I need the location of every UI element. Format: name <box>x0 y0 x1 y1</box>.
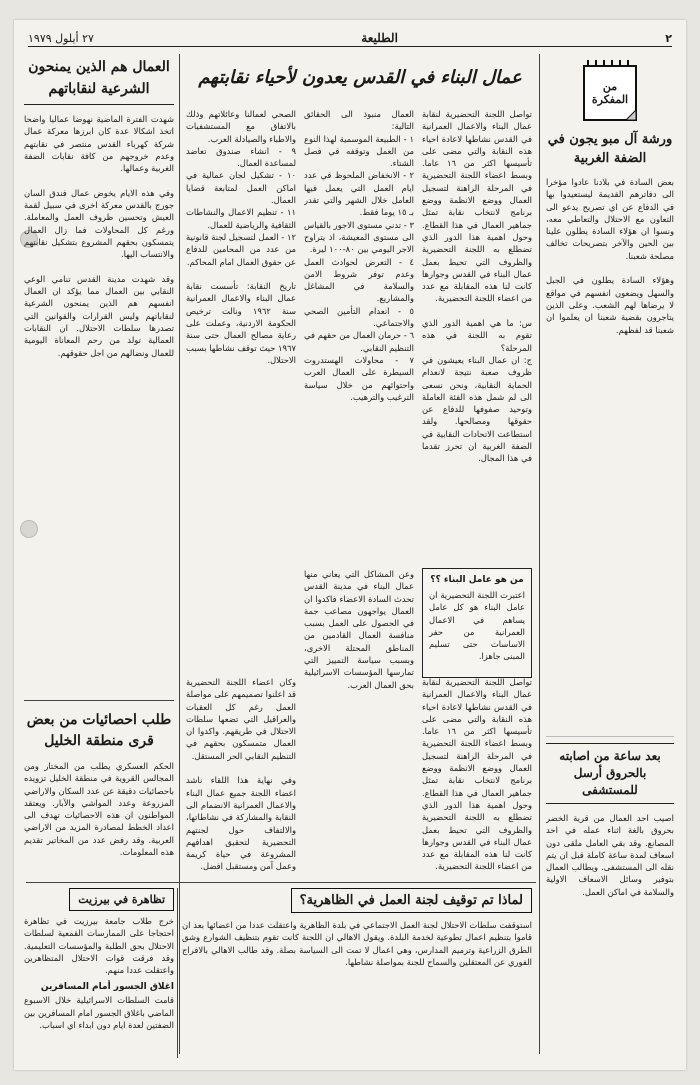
right-column <box>546 54 674 974</box>
birzeit-headline: تظاهرة في بيرزيت <box>69 888 174 911</box>
definition-box-title: من هو عامل البناء ؟؟ <box>430 575 524 585</box>
bridges-headline: اغلاق الجسور أمام المسافرين <box>40 982 174 993</box>
column-rule <box>177 888 178 1058</box>
left-headline: العمال هم الذين يمنحون الشرعية لنقاباتهم <box>24 56 174 105</box>
article-text-continued: تواصل اللجنة التحضيرية لنقابة عمال البناء والاعمال العمرانية في القدس نشاطها لاعادة احياء هذه النقابة والتي مضى على تأسيسها اكثر من ١٦ عاما. وبسط اعضاء اللجنة التحضيرية في المرحلة الراهنة لتسجيل العمال ووضع الانظمة ووضع برنامج لانتخاب نقابة تمثل جماهير العمال في هذا القطاع. وحول اهمية هذا الدور الذي تضطلع به اللجنة التحضيرية والظروف التي تحيط بعمل عمال البناء في القدس وجوارها كانت لنا هذه المقابلة مع عدد من اعضاء اللجنة التحضيرية. <box>422 677 532 872</box>
main-article-col-4 <box>186 676 296 876</box>
dhahiriya-headline: لماذا تم توقيف لجنة العمل في الظاهرية؟ <box>291 888 532 913</box>
page-number: ٢ <box>665 31 672 45</box>
main-headline-box <box>184 56 536 100</box>
left-article-body: شهدت الفترة الماضية نهوضا عماليا واضحا اتخذ اشكالا عدة كان ابرزها معركة عمال شركة كهرباء القدس منتصر في نقابتهم وعدم خروجهم من كافة نقابات الضفة الغربية وعمالها. وفي هذه الايام يخوض عمال فندق السان جورج بالقدس معركة اخرى في سبيل لقمة العيش وتحسين ظروف العمل والمعاملة. ورغم كل المحاولات فما زال العمال يتمسكون بحقهم المشروع بتشكيل نقابتهم والانتساب اليها. وقد شهدت مدينة القدس تنامي الوعي النقابي بين العمال مما يؤكد ان العمال انفسهم هم الذين يمنحون الشرعية لنقاباتهم وليس القرارات والقوانين التي تصدرها سلطات الاحتلال. ان النقابات العمالية تولد من رحم المعاناة اليومية للعمال ونضالهم من اجل حقوقهم. <box>24 114 174 358</box>
section-rule <box>24 700 174 701</box>
article-text: وعن المشاكل التي يعاني منها عمال البناء في مدينة القدس تحدث السادة الاعضاء فاكدوا ان العمال يواجهون مصاعب جمة في الحصول على العمل بسبب منافسة العمال القادمين من المناطق المحتلة الاخرى، وبسبب سياسة التمييز التي تمارسها المؤسسات الاسرائيلية بحق العمال العرب. <box>304 569 414 690</box>
stats-headline: طلب احصائيات من بعض قرى منطقة الخليل <box>26 712 172 749</box>
birzeit-body: خرج طلاب جامعة بيرزيت في تظاهرة احتجاجا على الممارسات القمعية لسلطات الاحتلال بحق الطلبة والمؤسسات التعليمية. وقد فرقت قوات الاحتلال المتظاهرين واعتقلت عددا منهم. <box>24 916 174 976</box>
bottom-story-dhahiriya <box>182 888 532 1058</box>
notebook-logo-text: من المفكرة <box>591 80 629 106</box>
main-article-col-2 <box>304 108 414 558</box>
column-rule <box>179 54 180 1054</box>
notebook-icon <box>578 58 642 124</box>
dhahiriya-body: استوقفت سلطات الاحتلال لجنة العمل الاجتماعي في بلدة الظاهرية واعتقلت عددا من اعضائها بعد ان قاموا بتنظيم اعمال تطوعية لخدمة البلدة. ويقول الاهالي ان اللجنة كانت تقوم بتنظيف الشوارع وشق الطرق الزراعية وترميم المدارس، وهي اعمال لا تمت الى السياسة بصلة. وقد طالب الاهالي بالافراج الفوري عن المعتقلين والسماح للجنة بمواصلة نشاطها. <box>182 920 532 967</box>
column-divider <box>546 736 674 737</box>
bridges-body: قامت السلطات الاسرائيلية خلال الاسبوع الماضي باغلاق الجسور امام المسافرين بين الضفتين لعدة ايام دون ابداء اي اسباب. <box>24 995 174 1031</box>
article-text: العمال منبوذ الى الحقائق التالية: ١ - الطبيعة الموسمية لهذا النوع من العمل وتوقفه في فصل الشتاء. ٢ - الانخفاض الملحوظ في عدد ايام العمل التي يعمل فيها العامل خلال الشهر والتي تقدر بـ ١٥ يوما فقط. ٣ - تدني مستوى الاجور بالقياس الى مستوى المعيشة، اذ يتراوح الاجر اليومي بين ٨٠-١٠٠ ليرة. ٤ - التعرض لحوادث العمل وعدم توفر شروط الامن والسلامة في المشاغل والمشاريع. ٥ - انعدام التأمين الصحي والاجتماعي. ٦ - حرمان العمال من حقهم في التنظيم النقابي. ٧ - محاولات الهستدروت السيطرة على العمال العرب واحتوائهم من خلال سياسة الترغيب والترهيب. <box>304 109 414 402</box>
burn-story-body: اصيب احد العمال من قرية الخضر بحروق بالغة اثناء عمله في احد المصانع. وقد بقي العامل ملقى دون اسعاف لمدة ساعة كاملة قبل ان يتم نقله الى المستشفى. ويطالب العمال بتوفير وسائل الاسعاف الاولية والسلامة في اماكن العمل. <box>546 813 674 897</box>
left-column-bottom <box>24 706 174 876</box>
main-article-col-5 <box>304 568 414 878</box>
masthead <box>28 30 672 47</box>
newspaper-page <box>14 20 686 1070</box>
definition-box <box>422 568 532 678</box>
column-rule <box>539 54 540 1054</box>
notebook-body: بعض السادة في بلادنا عادوا مؤخرا الى دفاترهم القديمة ليستعيدوا بها في الدفاع عن اي تصريح يدعو الى التعاون مع الاحتلال والتعاطي معه، ونسوا ان هؤلاء السادة يطلون علينا بين الحين والآخر بتصريحات تخالف مصلحة شعبنا. وهؤلاء السادة يطلون في الجبل والسهل ويضعون انفسهم في مواقع لا يرضاها لهم الشعب. وعلى الذين يتاجرون بقضية شعبنا ان يعلموا ان شعبنا قد لفظهم. <box>546 177 674 335</box>
section-rule <box>26 882 536 883</box>
article-text: الصحي لعمالنا وعائلاتهم وذلك بالاتفاق مع المستشفيات والاطباء والصيادلة العرب. ٩ - انشاء صندوق تعاضد لمساعدة العمال. ١٠ - تشكيل لجان عمالية في اماكن العمل لمتابعة قضايا العمال. ١١ - تنظيم الاعمال والنشاطات الثقافية والرياضية للعمال. ١٢ - العمل لتسجيل لجنة قانونية من عدد من المحامين للدفاع عن حقوق العمال امام المحاكم. تاريخ النقابة: تأسست نقابة عمال البناء والاعمال العمرانية سنة ١٩٦٢ ونالت ترخيص الحكومة الاردنية، وعملت على رعاية مصالح العمال حتى سنة ١٩٦٧ حيث توقف نشاطها بسبب الاحتلال. <box>186 109 296 365</box>
issue-date: ٢٧ أيلول ١٩٧٩ <box>28 31 94 45</box>
left-column-top <box>24 54 174 694</box>
article-text: تواصل اللجنة التحضيرية لنقابة عمال البناء والاعمال العمرانية في القدس نشاطها لاعادة احياء هذه النقابة والتي مضى على تأسيسها اكثر من ١٦ عاما. وبسط اعضاء اللجنة التحضيرية في المرحلة الراهنة لتسجيل العمال ووضع الانظمة ووضع برنامج لانتخاب نقابة تمثل جماهير العمال في هذا القطاع. وحول اهمية هذا الدور الذي تضطلع به اللجنة التحضيرية والظروف التي تحيط بعمل عمال البناء في القدس وجوارها كانت لنا هذه المقابلة مع عدد من اعضاء اللجنة التحضيرية. س: ما هي اهمية الدور الذي تقوم به اللجنة في هذه المرحلة؟ ج: ان عمال البناء يعيشون في ظروف صعبة نتيجة لانعدام الحماية النقابية، ونحن نسعى الى لم شمل هذه الفئة العاملة وتوحيد صفوفها للدفاع عن حقوقها ومصالحها. ولقد استطاعت الاتحادات النقابية في الضفة الغربية ان تحرز تقدما في هذا المجال. <box>422 109 532 464</box>
burn-story-headline: بعد ساعة من اصابته بالحروق أرسل للمستشفى <box>546 743 674 804</box>
bottom-story-left <box>24 888 174 1058</box>
definition-box-body: اعتبرت اللجنة التحضيرية ان عامل البناء هو كل عامل يساهم في الاعمال العمرانية من حفر الاساسات حتى تسليم المبنى جاهزا. <box>429 590 525 662</box>
main-article-col-1 <box>422 108 532 558</box>
main-headline: عمال البناء في القدس يعدون لأحياء نقابتهم <box>198 67 522 88</box>
main-article-col-6 <box>422 676 532 876</box>
publication-name: الطليعة <box>361 31 398 45</box>
main-article-col-3 <box>186 108 296 668</box>
stats-article-body: الحكم العسكري يطلب من المختار ومن المجالس القروية في منطقة الخليل تزويده باحصائيات دقيقة عن عدد السكان والاراضي المزروعة وعدد المواشي والآبار. ويعتقد المواطنون ان هذه الاحصائيات تهدف الى اعداد الخطط لمصادرة المزيد من الاراضي العربية. وقد رفض عدد من المخاتير تقديم هذه المعلومات. <box>24 761 174 858</box>
notebook-headline: ورشة آل مبو يجون في الضفة الغربية <box>547 132 673 166</box>
article-text: وكان اعضاء اللجنة التحضيرية قد اعلنوا تصميمهم على مواصلة العمل رغم كل العقبات والعراقيل التي تضعها سلطات الاحتلال في طريقهم. واكدوا ان العمال متمسكون بحقهم في التنظيم النقابي الحر المستقل. وفي نهاية هذا اللقاء ناشد اعضاء اللجنة جميع عمال البناء والاعمال العمرانية الانضمام الى النقابة والمشاركة في نشاطاتها، والالتفاف حول لجنتهم التحضيرية لتحقيق اهدافهم المشروعة في حياة كريمة وعمل آمن ومستقبل افضل. <box>186 677 296 872</box>
